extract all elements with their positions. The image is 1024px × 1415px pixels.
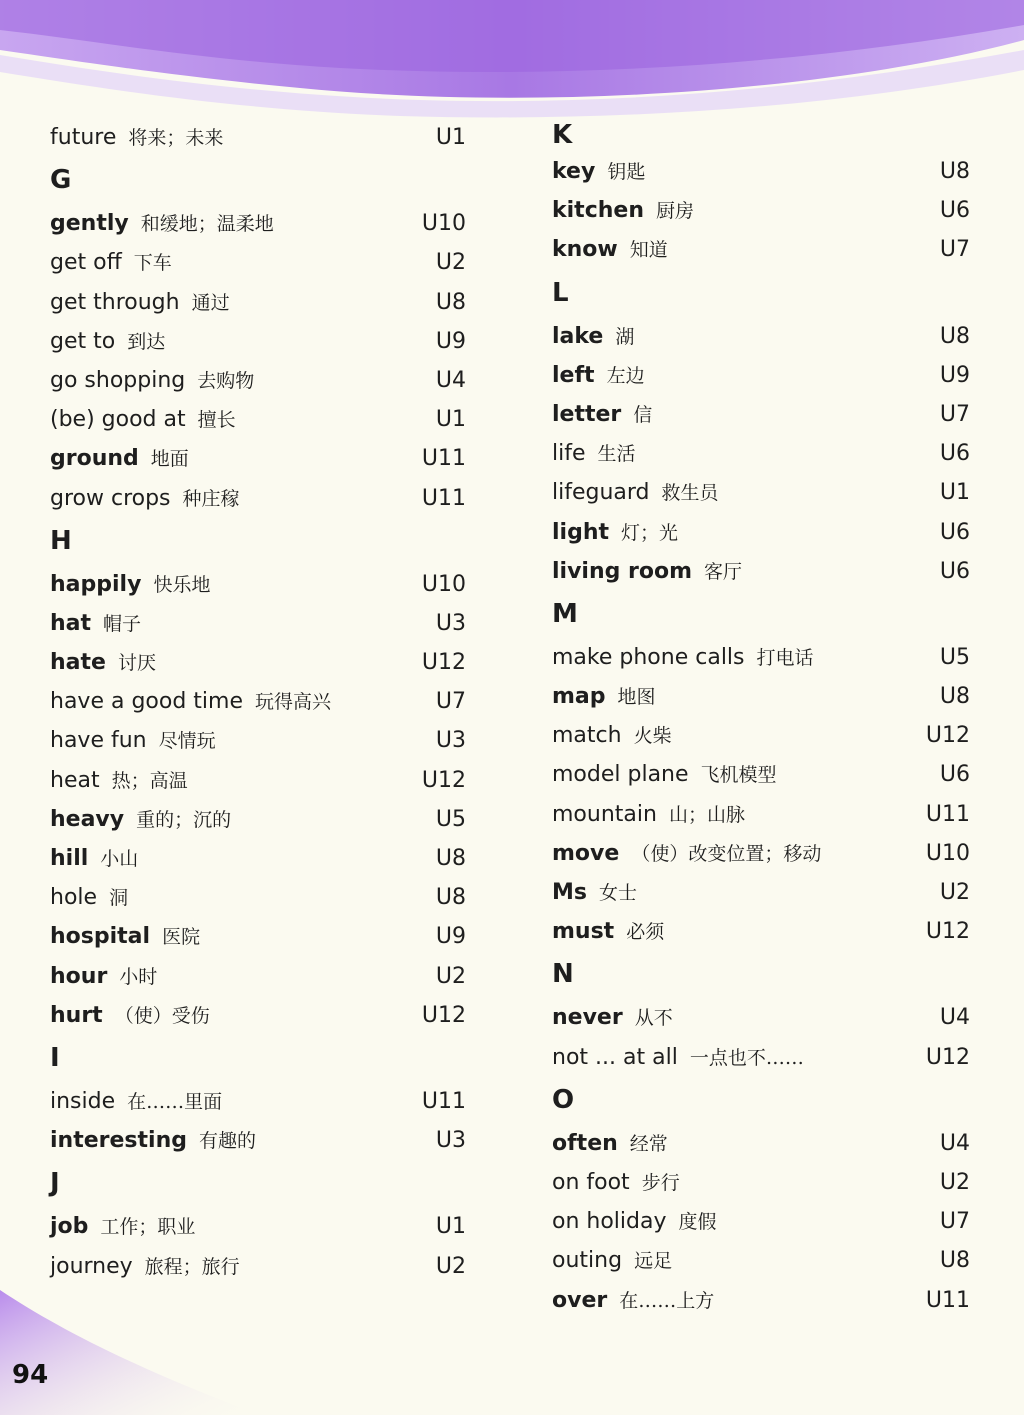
word-entry [50, 322, 466, 361]
chinese-meaning: 医院 [162, 926, 201, 949]
english-word: know [552, 237, 618, 263]
unit-number: U4 [939, 1005, 970, 1031]
section-letter-j: J [50, 1168, 60, 1199]
word-entry [552, 1202, 970, 1241]
unit-number: U8 [939, 684, 970, 710]
unit-number: U3 [435, 728, 466, 754]
english-word: make phone calls [552, 644, 745, 670]
unit-number: U10 [421, 211, 466, 237]
chinese-meaning: 小山 [100, 848, 139, 870]
chinese-meaning: 一点也不…… [689, 1046, 804, 1069]
word-entry [552, 638, 970, 677]
word-entry [50, 283, 466, 322]
english-word: outing [552, 1248, 623, 1274]
word-entry [552, 1124, 970, 1163]
word-entry [552, 795, 970, 834]
unit-number: U2 [435, 250, 466, 276]
english-word: map [552, 684, 606, 710]
english-word: match [552, 723, 622, 749]
section-letter-g: G [50, 165, 72, 196]
english-word: get through [50, 289, 180, 315]
chinese-meaning: 步行 [641, 1171, 680, 1194]
word-entry [50, 479, 466, 518]
word-entry [50, 682, 466, 721]
word-entry [552, 152, 970, 191]
chinese-meaning: 帽子 [103, 612, 142, 635]
word-entry [50, 917, 466, 956]
english-word: must [552, 919, 615, 945]
english-word: get to [50, 328, 116, 354]
chinese-meaning: 知道 [629, 239, 668, 262]
english-word: job [50, 1214, 89, 1240]
chinese-meaning: 热；高温 [111, 769, 188, 792]
unit-number: U1 [939, 480, 970, 506]
english-word: Ms [552, 880, 587, 905]
right-word-column [552, 118, 970, 1320]
unit-number: U7 [435, 689, 466, 715]
chinese-meaning: 生活 [597, 443, 636, 466]
chinese-meaning: 尽情玩 [158, 730, 216, 753]
chinese-meaning: 客厅 [704, 560, 743, 583]
chinese-meaning: 洞 [109, 887, 129, 910]
word-entry [552, 434, 970, 473]
english-word: happily [50, 571, 142, 597]
unit-number: U7 [939, 1209, 970, 1235]
unit-number: U1 [435, 407, 466, 433]
word-entry [552, 552, 970, 591]
chinese-meaning: 在……上方 [619, 1289, 715, 1312]
chinese-meaning: 女士 [599, 882, 638, 904]
unit-number: U3 [435, 1128, 466, 1154]
chinese-meaning: 灯；光 [621, 521, 679, 544]
english-word: hole [50, 885, 98, 911]
english-word: hate [50, 650, 106, 676]
word-entry [552, 677, 970, 716]
word-entry [552, 912, 970, 951]
word-entry [552, 834, 970, 873]
english-word: hospital [50, 924, 151, 950]
english-word: have a good time [50, 689, 243, 715]
english-word: kitchen [552, 198, 644, 224]
chinese-meaning: 旅程；旅行 [144, 1255, 240, 1278]
section-letter-l: L [552, 277, 569, 308]
english-word: grow crops [50, 485, 171, 511]
english-word: gently [50, 211, 129, 237]
english-word: have fun [50, 728, 147, 754]
english-word: interesting [50, 1128, 187, 1154]
unit-number: U4 [435, 367, 466, 393]
chinese-meaning: 山；山脉 [668, 803, 745, 826]
word-entry [552, 191, 970, 230]
word-entry [552, 873, 970, 912]
unit-number: U9 [435, 924, 466, 950]
chinese-meaning: 讨厌 [117, 652, 156, 675]
left-word-column [50, 118, 466, 1286]
unit-number: U8 [435, 289, 466, 315]
english-word: move [552, 840, 620, 866]
unit-number: U11 [421, 1088, 466, 1114]
chinese-meaning: 地图 [617, 686, 656, 709]
english-word: lake [552, 323, 604, 349]
unit-number: U1 [435, 125, 466, 150]
chinese-meaning: 和缓地；温柔地 [140, 213, 274, 236]
english-word: hurt [50, 1002, 103, 1028]
chinese-meaning: 小时 [119, 965, 158, 988]
unit-number: U12 [925, 723, 970, 749]
section-letter-k: K [552, 120, 573, 150]
english-word: not ... at all [552, 1044, 678, 1070]
word-entry [50, 761, 466, 800]
chinese-meaning: 通过 [191, 291, 230, 314]
chinese-meaning: 到达 [127, 330, 166, 353]
english-word: heavy [50, 806, 125, 832]
word-entry [50, 565, 466, 604]
chinese-meaning: 火柴 [633, 725, 672, 748]
word-entry [552, 1281, 970, 1320]
chinese-meaning: 信 [633, 403, 653, 426]
chinese-meaning: 必须 [626, 921, 665, 944]
unit-number: U8 [435, 846, 466, 871]
english-word: hill [50, 846, 89, 871]
chinese-meaning: 打电话 [756, 646, 814, 669]
unit-number: U8 [435, 885, 466, 911]
word-entry [50, 604, 466, 643]
unit-number: U12 [925, 1044, 970, 1070]
unit-number: U6 [939, 558, 970, 584]
section-letter-h: H [50, 525, 72, 556]
unit-number: U3 [435, 610, 466, 636]
unit-number: U12 [421, 650, 466, 676]
chinese-meaning: 地面 [150, 448, 189, 471]
chinese-meaning: 经常 [629, 1132, 668, 1155]
unit-number: U10 [925, 840, 970, 866]
word-entry [552, 1163, 970, 1202]
unit-number: U8 [939, 1248, 970, 1274]
word-entry [552, 1241, 970, 1280]
unit-number: U6 [939, 441, 970, 467]
chinese-meaning: （使）受伤 [114, 1004, 210, 1027]
word-entry [50, 400, 466, 439]
english-word: often [552, 1130, 618, 1156]
unit-number: U8 [939, 323, 970, 349]
word-entry [50, 1082, 466, 1121]
decorative-purple-corner [0, 1270, 260, 1415]
word-entry [552, 395, 970, 434]
word-entry [552, 513, 970, 552]
word-entry [50, 721, 466, 760]
unit-number: U5 [939, 644, 970, 670]
unit-number: U12 [925, 919, 970, 945]
chinese-meaning: 左边 [606, 364, 645, 387]
unit-number: U6 [939, 198, 970, 224]
chinese-meaning: 有趣的 [198, 1130, 256, 1153]
unit-number: U12 [421, 1002, 466, 1028]
chinese-meaning: 玩得高兴 [255, 691, 332, 714]
english-word: over [552, 1287, 608, 1313]
english-word: lifeguard [552, 480, 650, 506]
unit-number: U11 [421, 485, 466, 511]
chinese-meaning: 擅长 [197, 409, 236, 432]
english-word: light [552, 519, 610, 545]
unit-number: U6 [939, 762, 970, 788]
word-entry [50, 643, 466, 682]
chinese-meaning: 远足 [634, 1250, 673, 1273]
english-word: ground [50, 446, 139, 472]
english-word: living room [552, 558, 693, 584]
unit-number: U2 [939, 1169, 970, 1195]
chinese-meaning: 钥匙 [607, 161, 646, 183]
word-entry [552, 356, 970, 395]
word-entry [552, 716, 970, 755]
chinese-meaning: 在……里面 [127, 1090, 223, 1113]
chinese-meaning: 将来；未来 [128, 127, 224, 149]
unit-number: U10 [421, 571, 466, 597]
unit-number: U2 [435, 963, 466, 989]
chinese-meaning: 下车 [133, 252, 172, 275]
word-entry [50, 839, 466, 878]
english-word: on foot [552, 1169, 630, 1195]
chinese-meaning: 度假 [678, 1211, 717, 1234]
english-word: on holiday [552, 1209, 667, 1235]
chinese-meaning: 湖 [615, 325, 635, 348]
chinese-meaning: 去购物 [197, 369, 255, 392]
page-number: 94 [12, 1360, 49, 1390]
word-entry [50, 243, 466, 282]
section-letter-m: M [552, 598, 578, 629]
english-word: hat [50, 610, 92, 636]
unit-number: U5 [435, 806, 466, 832]
section-letter-i: I [50, 1042, 60, 1073]
section-letter-n: N [552, 959, 574, 990]
word-entry [50, 439, 466, 478]
unit-number: U11 [925, 801, 970, 827]
chinese-meaning: 飞机模型 [700, 764, 777, 787]
english-word: model plane [552, 762, 689, 788]
chinese-meaning: 救生员 [661, 482, 719, 505]
word-entry [50, 204, 466, 243]
english-word: never [552, 1005, 623, 1031]
decorative-purple-banner [0, 0, 1024, 130]
unit-number: U2 [939, 880, 970, 905]
unit-number: U11 [925, 1287, 970, 1313]
english-word: future [50, 125, 117, 150]
english-word: hour [50, 963, 108, 989]
english-word: mountain [552, 801, 657, 827]
english-word: key [552, 159, 596, 184]
word-entry [552, 998, 970, 1037]
unit-number: U9 [939, 362, 970, 388]
chinese-meaning: 快乐地 [153, 573, 211, 596]
unit-number: U7 [939, 401, 970, 427]
word-entry [50, 1207, 466, 1246]
unit-number: U7 [939, 237, 970, 263]
word-entry [50, 996, 466, 1035]
word-entry [50, 957, 466, 996]
unit-number: U9 [435, 328, 466, 354]
unit-number: U4 [939, 1130, 970, 1156]
unit-number: U11 [421, 446, 466, 472]
unit-number: U6 [939, 519, 970, 545]
english-word: left [552, 362, 595, 388]
word-entry [50, 878, 466, 917]
english-word: journey [50, 1253, 133, 1279]
unit-number: U2 [435, 1253, 466, 1279]
unit-number: U8 [939, 159, 970, 184]
word-entry [552, 230, 970, 269]
english-word: (be) good at [50, 407, 186, 433]
word-entry [50, 118, 466, 157]
english-word: inside [50, 1088, 116, 1114]
word-entry [50, 800, 466, 839]
english-word: letter [552, 401, 622, 427]
chinese-meaning: 厨房 [655, 200, 694, 223]
english-word: go shopping [50, 367, 186, 393]
word-entry [552, 1038, 970, 1077]
section-letter-o: O [552, 1084, 575, 1115]
word-entry [552, 317, 970, 356]
chinese-meaning: 重的；沉的 [136, 808, 232, 831]
word-entry [552, 755, 970, 794]
unit-number: U1 [435, 1214, 466, 1240]
chinese-meaning: 工作；职业 [100, 1216, 196, 1239]
unit-number: U12 [421, 767, 466, 793]
word-entry [50, 361, 466, 400]
english-word: get off [50, 250, 122, 276]
chinese-meaning: 种庄稼 [182, 487, 240, 510]
english-word: heat [50, 767, 100, 793]
word-entry [552, 473, 970, 512]
chinese-meaning: 从不 [634, 1007, 673, 1030]
word-entry [50, 1247, 466, 1286]
word-entry [50, 1121, 466, 1160]
english-word: life [552, 441, 586, 467]
chinese-meaning: （使）改变位置；移动 [631, 842, 822, 865]
